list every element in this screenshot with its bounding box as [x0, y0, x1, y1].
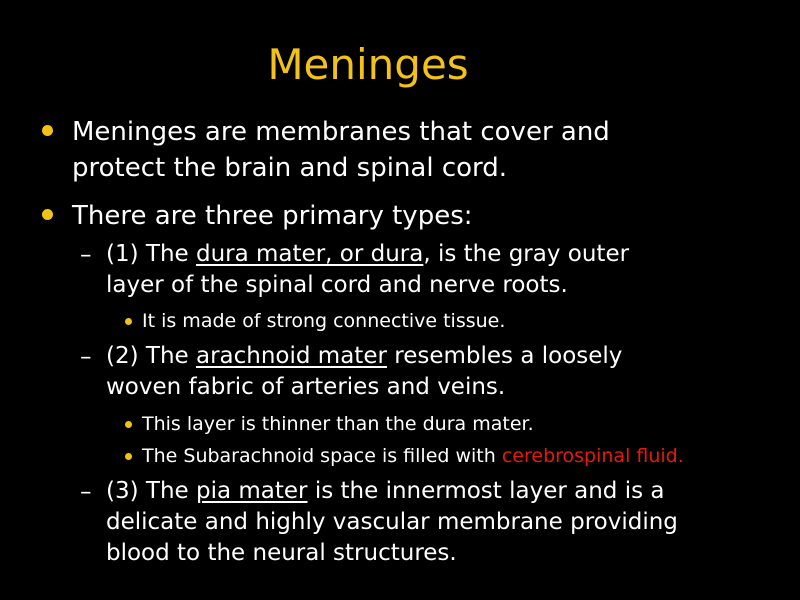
text-line: woven fabric of arteries and veins.	[106, 374, 506, 400]
text-line: delicate and highly vascular membrane providing	[106, 509, 678, 535]
dash-marker: –	[80, 242, 92, 268]
text-fragment: The Subarachnoid space is filled with	[142, 445, 502, 467]
arachnoid-detail-1: This layer is thinner than the dura mater.	[142, 413, 534, 435]
bullet-dot	[42, 125, 53, 136]
type-arachnoid-mater	[106, 341, 786, 403]
sub-bullet-dot	[125, 421, 132, 428]
bullet-three-types: There are three primary types:	[72, 201, 473, 231]
text-fragment: is the innermost layer and is a	[307, 478, 665, 504]
dash-marker: –	[80, 344, 92, 370]
type-pia-mater	[106, 476, 786, 569]
dura-detail: It is made of strong connective tissue.	[142, 310, 506, 332]
type-dura-mater	[106, 239, 786, 301]
text-line: layer of the spinal cord and nerve roots.	[106, 272, 568, 298]
slide-title: Meninges	[267, 40, 469, 89]
term-arachnoid-mater: arachnoid mater	[195, 343, 387, 369]
term-dura-mater: dura mater, or dura	[195, 241, 424, 267]
text-fragment: , is the gray outer	[423, 241, 630, 267]
bullet-line: protect the brain and spinal cord.	[72, 153, 508, 183]
bullet-meninges-definition	[72, 114, 772, 186]
sub-bullet-dot	[125, 453, 132, 460]
text-fragment: (1) The	[106, 241, 196, 267]
arachnoid-detail-2	[142, 443, 792, 469]
dash-marker: –	[80, 479, 92, 505]
bullet-line: Meninges are membranes that cover and	[72, 117, 610, 147]
text-fragment: resembles a loosely	[386, 343, 623, 369]
text-line: blood to the neural structures.	[106, 540, 457, 566]
term-cerebrospinal-fluid: cerebrospinal fluid.	[501, 445, 684, 467]
text-fragment: (3) The	[106, 478, 196, 504]
sub-bullet-dot	[125, 318, 132, 325]
bullet-dot	[42, 209, 53, 220]
term-pia-mater: pia mater	[195, 478, 308, 504]
text-fragment: (2) The	[106, 343, 196, 369]
